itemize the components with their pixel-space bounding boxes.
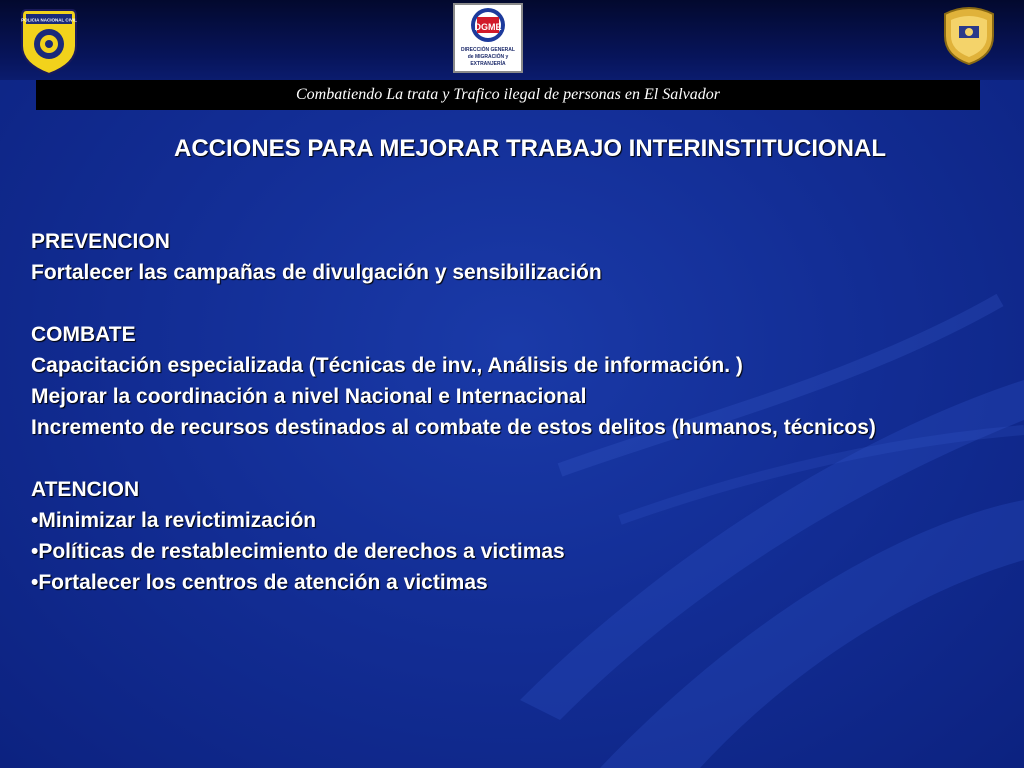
combate-item: Capacitación especializada (Técnicas de inv., Análisis de información. ) — [31, 354, 743, 377]
section-combate — [31, 319, 1001, 443]
slide-content — [31, 226, 1001, 629]
combate-item: Mejorar la coordinación a nivel Nacional e Internacional — [31, 385, 587, 408]
migration-logo-line1: DIRECCIÓN GENERAL — [461, 47, 515, 53]
section-heading-combate: COMBATE — [31, 323, 136, 346]
slide-title: ACCIONES PARA MEJORAR TRABAJO INTERINSTITUCIONAL — [173, 135, 887, 162]
section-heading-prevencion: PREVENCION — [31, 230, 170, 253]
migration-logo-abbr: DGME — [474, 22, 502, 32]
section-atencion — [31, 474, 1001, 598]
banner-text: Combatiendo La trata y Trafico ilegal de personas en El Salvador — [296, 86, 720, 103]
atencion-item: •Minimizar la revictimización — [31, 509, 317, 532]
atencion-item: •Fortalecer los centros de atención a victimas — [31, 571, 488, 594]
migration-logo-line3: EXTRANJERÍA — [470, 61, 506, 67]
atencion-item: •Políticas de restablecimiento de derechos a victimas — [31, 540, 565, 563]
gold-shield-badge-icon — [941, 4, 997, 66]
migration-logo-icon — [453, 3, 523, 73]
migration-logo-line2: de MIGRACIÓN y — [467, 54, 509, 60]
prevencion-item: Fortalecer las campañas de divulgación y sensibilización — [31, 261, 602, 284]
section-prevencion — [31, 226, 1001, 288]
header-banner — [36, 80, 980, 110]
combate-item: Incremento de recursos destinados al combate de estos delitos (humanos, técnicos) — [31, 416, 876, 439]
police-badge-text: POLICIA NACIONAL CIVIL — [21, 17, 77, 23]
police-badge-icon — [20, 6, 78, 76]
section-heading-atencion: ATENCION — [31, 478, 140, 501]
